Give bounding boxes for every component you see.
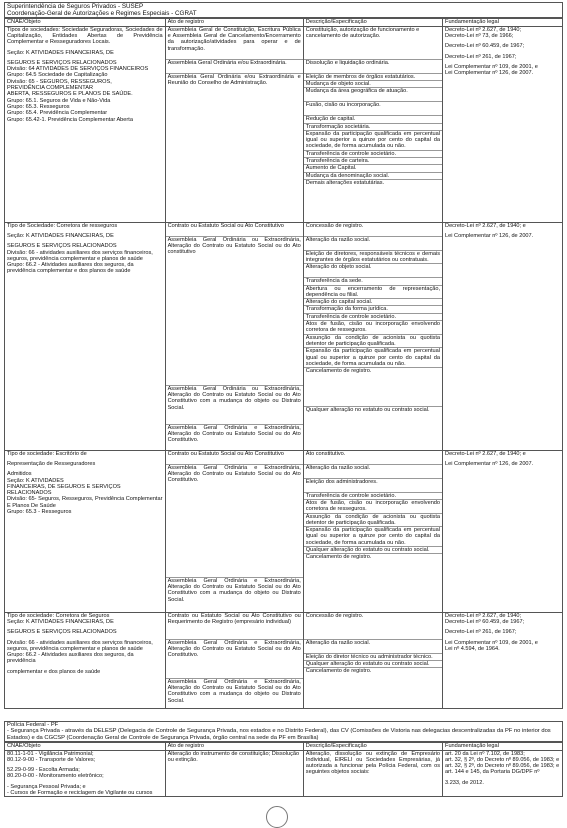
cnae-cell: Tipo de sociedade: Corretora de Seguros Seção: K ATIVIDADES FINANCEIRAS, DE SEGUROS E SERVIÇOS RELACIONADOS Divisão: 66 - atividades auxiliares dos serviços financeiros, seguros, previdência complementar e planos de saúde Grupo: 66.2 - Atividades auxiliares dos seguros, da previdência complementar e dos planos de saúde: [5, 612, 166, 708]
cnae-cell: Tipo de sociedade: Escritório de Representação de Resseguradores Admitidos Seção: K ATIVIDADES FINANCEIRAS, DE SEGUROS E SERVIÇOS RELACIONADOS Divisão: 65- Seguros, Resseguros, Previdência Complementar E Planos De Saúde Grupo: 65.3 - Resseguros: [5, 450, 166, 612]
fund-cell: Decreto-Lei nº 2.627, de 1940; e Lei Complementar nº 126, de 2007.: [443, 222, 563, 450]
section-title: Superintendência de Seguros Privados - SUSEP: [7, 3, 144, 10]
ato-cell: Alteração do instrumento de constituição; Dissolução ou extinção.: [165, 750, 303, 797]
document-page: [4, 2, 563, 797]
page-number-circle: [266, 806, 288, 828]
pf-table: [4, 742, 563, 797]
fund-cell: Decreto-Lei nº 2.627, de 1940; Decreto-Lei nº 73, de 1966; Decreto-Lei nº 60.459, de 1967; Decreto-Lei nº 261, de 1967; Lei Complementar nº 109, de 2001, e Lei Complementar nº 126, de 2007.: [443, 26, 563, 222]
column-header: CNAE/Objeto: [5, 743, 166, 750]
fund-cell: Decreto-Lei nº 2.627, de 1940; Decreto-Lei nº 60.459, de 1967; Decreto-Lei nº 261, de 1967; Lei Complementar nº 109, de 2001, e Lei nº 4.594, de 1964.: [443, 612, 563, 708]
section-title: Polícia Federal - PF: [7, 721, 59, 728]
table-row: [5, 26, 563, 222]
section-subtitle: Coordenação-Geral de Autorizações e Regimes Especiais - CGRAT: [7, 10, 197, 18]
section-pf-header: [4, 721, 563, 743]
column-header: Descrição/Especificação: [303, 19, 442, 26]
table-row: [5, 450, 563, 612]
section-subtitle: - Segurança Privada - através da DELESP (Delegacia de Controle de Segurança Privada, nos estados e no Distrito Federal), das CV (Comissões de Vistoria nas delegacias descentralizadas da PF no interior dos Estados) e da CGCSP (Coordenação Geral de Controle de Segurança Privada, órgão central na sede da PF em Brasília): [7, 728, 551, 741]
ato-cell: Contrato ou Estatuto Social ou Ato Constitutivo Assembleia Geral Ordinária e Extraordinária, Alteração do Contrato ou Estatuto Social ou do Ato Constitutivo. Assembleia Geral Ordinária e Extraordinária, Alteração do Contrato ou Estatuto Social ou do Ato Constitutivo com a mudança do objeto ou Distrato Social.: [165, 450, 303, 612]
column-header: Fundamentação legal: [443, 19, 563, 26]
ato-cell: Contrato ou Estatuto Social ou Ato Constitutivo ou Requerimento de Registro (empresário individual) Assembleia Geral Ordinária e Extraordinária, Alteração do Contrato ou Estatuto Social ou do Ato Constitutivo. Assembleia Geral Ordinária e Extraordinária, Alteração do Contrato ou Estatuto Social ou do Ato Constitutivo com a mudança do objeto ou Distrato Social.: [165, 612, 303, 708]
desc-cell: Concessão de registro. Alteração da razão social. Eleição de diretores, responsáveis técnicos e demais integrantes de órgãos estatutários ou contratuais. Alteração do objeto social. Transferência da sede. Abertura ou encerramento de representação, dependência ou filial. Alteração do capital social. Transformação da forma jurídica. Transferência de controle societário. Atos de fusão, cisão ou incorporação envolvendo corretora de resseguros. Assunção da condição de acionista ou quotista detentor de participação qualificada. Expansão da participação qualificada em percentual igual ou superior a quinze por cento do capital da sociedade, de forma acumulada ou não. Cancelamento de registro. Qualquer alteração no estatuto ou contrato social.: [303, 222, 442, 450]
desc-cell: Constituição, autorização de funcionamento e cancelamento de autorização. Dissolução e liquidação ordinária. Eleição de membros de órgãos estatutários. Mudança de objeto social. Mudança da área geográfica de atuação. Fusão, cisão ou incorporação. Redução de capital. Transformação societária. Expansão da participação qualificada em percentual igual ou superior a quinze por cento do capital da sociedade, de forma acumulada ou não. Transferência de controle societário. Transferência de carteira. Aumento de Capital. Mudança da denominação social. Demais alterações estatutárias.: [303, 26, 442, 222]
table-row: [5, 612, 563, 708]
fund-cell: Decreto-Lei nº 2.627, de 1940; e Lei Complementar nº 126, de 2007.: [443, 450, 563, 612]
column-header: CNAE/Objeto: [5, 19, 166, 26]
column-header: Descrição/Especificação: [303, 743, 442, 750]
desc-cell: Ato constitutivo. Alteração da razão social. Eleição dos administradores. Transferência de controle societário. Atos de fusão, cisão ou incorporação envolvendo corretora de resseguros. Assunção da condição de acionista ou quotista detentor de participação qualificada. Expansão da participação qualificada em percentual igual ou superior a quinze por cento do capital da sociedade, de forma acumulada ou não. Qualquer alteração do estatuto ou contrato social. Cancelamento de registro.: [303, 450, 442, 612]
column-header: Fundamentação legal: [443, 743, 563, 750]
table-row: [5, 222, 563, 450]
fund-cell: art. 20 da Lei nº 7.102, de 1983; art. 32, § 2º, do Decreto nº 89.056, de 1983; e art. 32, § 2º, do Decreto nº 89.056, de 1983; e art. 144 e 145, da Portaria DG/DPF nº 3.233, de 2012.: [443, 750, 563, 797]
cnae-cell: 80.11-1-01 - Vigilância Patrimonial; 80.12-9-00 - Transporte de Valores; 52.29-0-99 - Escolta Armada; 80.20-0-00 - Monitoramento eletrônico; - Segurança Pessoal Privada; e - Cursos de Formação e reciclagem de Vigilante ou cursos: [5, 750, 166, 797]
ato-cell: Assembleia Geral de Constituição, Escritura Pública e Assembleia Geral de Cancelamento/Encerramento da autorização/atividades para operar e de transformação. Assembleia Geral Ordinária e/ou Extraordinária. Assembleia Geral Ordinária e/ou Extraordinária e Reunião do Conselho de Administração.: [165, 26, 303, 222]
desc-cell: Concessão de registro. Alteração da razão social. Eleição do diretor técnico ou administrador técnico. Qualquer alteração do estatuto ou contrato social. Cancelamento de registro.: [303, 612, 442, 708]
table-header-row: [5, 19, 563, 26]
table-header-row: [5, 743, 563, 750]
cnae-cell: Tipos de sociedades: Sociedade Seguradoras, Sociedades de Capitalização, Entidades Abertas de Previdência Complementar e Resseguradores Locais. Seção: K ATIVIDADES FINANCEIRAS, DE SEGUROS E SERVIÇOS RELACIONADOS Divisão: 64 ATIVIDADES DE SERVIÇOS FINANCEIROS Grupo: 64.5 Sociedade de Capitalização Divisão: 65 - SEGUROS, RESSEGUROS, PREVIDÊNCIA COMPLEMENTAR ABERTA, RESSEGUROS E PLANOS DE SAÚDE. Grupo: 65.1. Seguros de Vida e Não-Vida Grupo: 65.3. Resseguros Grupo: 65.4. Previdência Complementar Grupo: 65.42-1. Previdência Complementar Aberta: [5, 26, 166, 222]
column-header: Ato de registro: [165, 19, 303, 26]
cnae-cell: Tipo de Sociedade: Corretora de resseguros Seção: K ATIVIDADES FINANCEIRAS, DE SEGUROS E SERVIÇOS RELACIONADOS Divisão: 66 - atividades auxiliares dos serviços financeiros, seguros, previdência complementar e planos de saúde Grupo: 66.2 - Atividades auxiliares dos seguros, da previdência complementar e dos planos de saúde: [5, 222, 166, 450]
table-row: [5, 750, 563, 797]
column-header: Ato de registro: [165, 743, 303, 750]
ato-cell: Contrato ou Estatuto Social ou Ato Constitutivo Assembleia Geral Ordinária ou Extraordinária, Alteração do Contrato ou Estatuto Social ou do Ato constitutivo Assembleia Geral Ordinária ou Extraordinária, Alteração do Contrato ou Estatuto Social ou do Ato Constitutivo com a mudança do objeto ou Distrato Social. Assembleia Geral Ordinária e Extraordinária, Alteração do Contrato ou Estatuto Social ou do Ato Constitutivo.: [165, 222, 303, 450]
susep-table: [4, 18, 563, 708]
section-susep-header: [4, 2, 563, 18]
desc-cell: Alteração, dissolução ou extinção de Empresário Individual, EIRELI ou Sociedades Empresárias, já autorizada a funcionar pela Polícia Federal, com os seguintes objetos sociais:: [303, 750, 442, 797]
